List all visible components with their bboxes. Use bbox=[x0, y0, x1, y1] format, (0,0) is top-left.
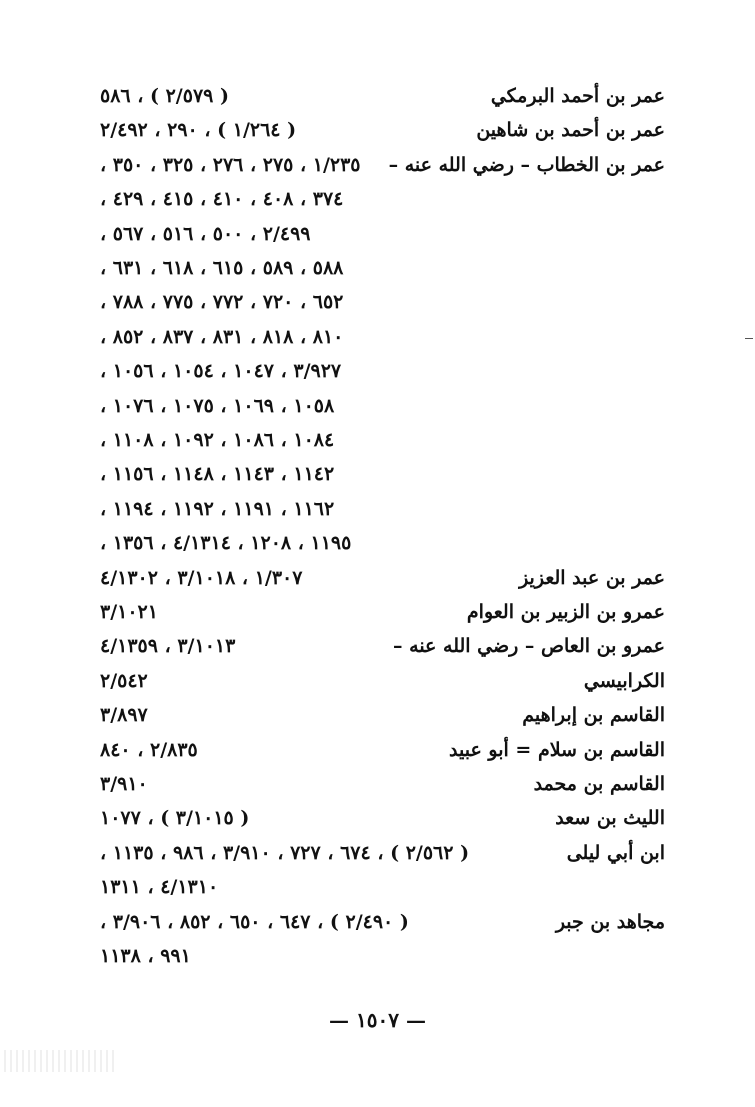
index-entry bbox=[100, 114, 665, 146]
entry-refs: ١/٣٠٧ ، ٣/١٠١٨ ، ٤/١٣٠٢ bbox=[100, 566, 303, 589]
entry-refs: ١٠٥٨ ، ١٠٦٩ ، ١٠٧٥ ، ١٠٧٦ ، bbox=[100, 394, 335, 417]
entry-refs: ( ٢/٤٩٠ ) ، ٦٤٧ ، ٦٥٠ ، ٨٥٢ ، ٣/٩٠٦ ، bbox=[100, 910, 409, 933]
index-entry bbox=[100, 458, 665, 490]
entry-refs: ٢/٤٩٩ ، ٥٠٠ ، ٥١٦ ، ٥٦٧ ، bbox=[100, 222, 311, 245]
entry-refs: ٦٥٢ ، ٧٢٠ ، ٧٧٢ ، ٧٧٥ ، ٧٨٨ ، bbox=[100, 291, 344, 314]
entry-name: الليث بن سعد bbox=[555, 807, 665, 830]
index-entry bbox=[100, 562, 665, 594]
index-entry bbox=[100, 183, 665, 215]
entry-name: عمرو بن العاص – رضي الله عنه – bbox=[393, 635, 665, 658]
index-entry bbox=[100, 906, 665, 938]
index-entry bbox=[100, 630, 665, 662]
index-entry bbox=[100, 252, 665, 284]
index-entry bbox=[100, 355, 665, 387]
entry-refs: ٣/١٠٢١ bbox=[100, 601, 158, 623]
entry-refs: ٣/٩٢٧ ، ١٠٤٧ ، ١٠٥٤ ، ١٠٥٦ ، bbox=[100, 360, 342, 383]
entry-name: عمر بن أحمد البرمكي bbox=[490, 85, 665, 107]
index-entry bbox=[100, 768, 665, 800]
entry-refs: ١١٦٢ ، ١١٩١ ، ١١٩٢ ، ١١٩٤ ، bbox=[100, 497, 335, 520]
entry-name: الكرابيسي bbox=[583, 669, 665, 692]
index-entry bbox=[100, 149, 665, 181]
index-entry bbox=[100, 218, 665, 250]
entry-refs: ( ١/٢٦٤ ) ، ٢٩٠ ، ٢/٤٩٢ bbox=[100, 119, 297, 142]
index-entry bbox=[100, 424, 665, 456]
index-entry bbox=[100, 493, 665, 525]
entry-refs: ( ٣/١٠١٥ ) ، ١٠٧٧ bbox=[100, 807, 250, 830]
index-entry bbox=[100, 286, 665, 318]
entry-refs: ١٠٨٤ ، ١٠٨٦ ، ١٠٩٢ ، ١١٠٨ ، bbox=[100, 429, 335, 451]
entry-refs: ٣/٨٩٧ bbox=[100, 704, 148, 727]
index-entry bbox=[100, 699, 665, 731]
entry-name: مجاهد بن جبر bbox=[555, 910, 665, 933]
entry-refs: ( ٢/٥٦٢ ) ، ٦٧٤ ، ٧٢٧ ، ٣/٩١٠ ، ٩٨٦ ، ١١٣٥ ، bbox=[100, 841, 470, 864]
entry-name: عمر بن عبد العزيز bbox=[519, 566, 665, 589]
scan-smudge bbox=[4, 1050, 114, 1072]
entry-name: القاسم بن محمد bbox=[533, 773, 665, 795]
index-entry bbox=[100, 665, 665, 697]
margin-mark bbox=[745, 338, 753, 339]
entry-name: عمر بن أحمد بن شاهين bbox=[476, 119, 665, 142]
entry-refs: ١/٢٣٥ ، ٢٧٥ ، ٢٧٦ ، ٣٢٥ ، ٣٥٠ ، bbox=[100, 153, 361, 176]
entry-refs: ٣/٩١٠ bbox=[100, 773, 148, 795]
entry-name: عمر بن الخطاب – رضي الله عنه – bbox=[388, 153, 665, 176]
entry-name: ابن أبي ليلى bbox=[566, 841, 665, 864]
entry-refs: ٤/١٣١٠ ، ١٣١١ bbox=[100, 876, 219, 899]
index-entry bbox=[100, 80, 665, 112]
entry-refs: ٣/١٠١٣ ، ٤/١٣٥٩ bbox=[100, 635, 236, 658]
entry-refs: ٩٩١ ، ١١٣٨ bbox=[100, 945, 191, 967]
entry-name: عمرو بن الزبير بن العوام bbox=[466, 601, 665, 623]
entry-name: القاسم بن إبراهيم bbox=[522, 704, 665, 727]
page-number: — ١٥٠٧ — bbox=[329, 1008, 426, 1032]
index-entry bbox=[100, 527, 665, 559]
entry-refs: ١١٩٥ ، ١٢٠٨ ، ٤/١٣١٤ ، ١٣٥٦ ، bbox=[100, 532, 352, 555]
entry-refs: ٥٨٨ ، ٥٨٩ ، ٦١٥ ، ٦١٨ ، ٦٣١ ، bbox=[100, 257, 344, 279]
index-entry bbox=[100, 390, 665, 422]
entry-refs: ٨١٠ ، ٨١٨ ، ٨٣١ ، ٨٣٧ ، ٨٥٢ ، bbox=[100, 325, 344, 348]
entry-refs: ١١٤٢ ، ١١٤٣ ، ١١٤٨ ، ١١٥٦ ، bbox=[100, 463, 335, 486]
index-entry bbox=[100, 321, 665, 353]
entry-refs: ٢/٥٤٢ bbox=[100, 669, 148, 692]
entry-refs: ( ٢/٥٧٩ ) ، ٥٨٦ bbox=[100, 85, 229, 107]
index-entry bbox=[100, 837, 665, 869]
index-entry bbox=[100, 596, 665, 628]
entry-refs: ٣٧٤ ، ٤٠٨ ، ٤١٠ ، ٤١٥ ، ٤٢٩ ، bbox=[100, 188, 344, 211]
index-entry bbox=[100, 940, 665, 972]
entry-refs: ٢/٨٣٥ ، ٨٤٠ bbox=[100, 738, 198, 761]
index-entry bbox=[100, 871, 665, 903]
entry-name: القاسم بن سلام = أبو عبيد bbox=[449, 738, 665, 761]
index-entry bbox=[100, 802, 665, 834]
index-entry bbox=[100, 734, 665, 766]
